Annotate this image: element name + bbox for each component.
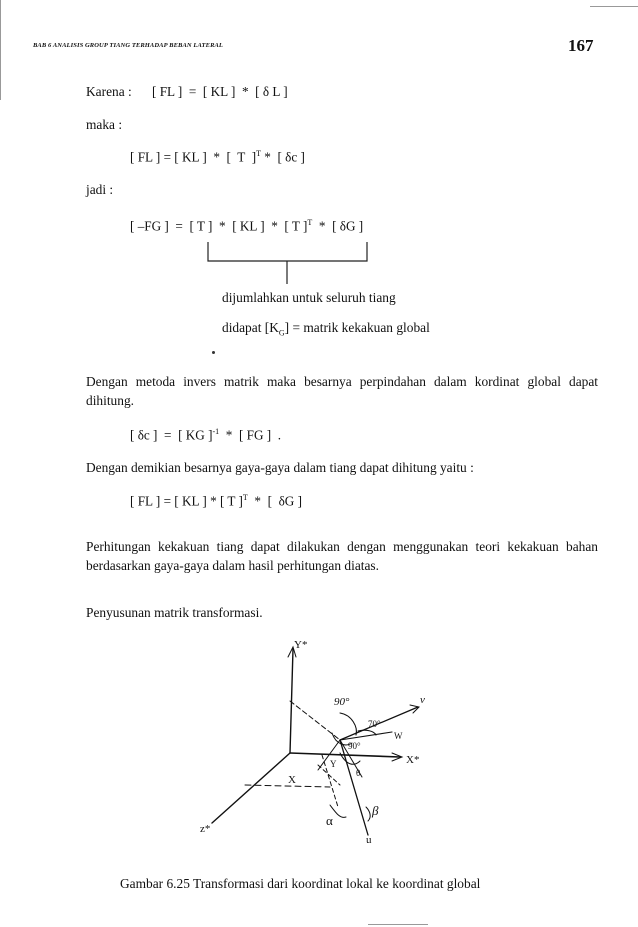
equation-4-inverse: -1 (212, 427, 220, 436)
equation-5-left: [ FL ] = [ KL ] * [ T ] (130, 493, 243, 509)
maka-label: maka : (86, 117, 123, 132)
kg-note-suffix: ] = matrik kekakuan global (284, 320, 430, 335)
beta-label: β (372, 803, 379, 818)
karena-label: Karena : (86, 84, 132, 99)
local-x-label: X (288, 774, 296, 786)
top-right-line (590, 6, 638, 7)
x-axis-label: X* (406, 754, 420, 766)
equation-3-transpose: T (307, 218, 313, 227)
equation-4-right: * [ FG ] . (219, 427, 282, 443)
equation-2-transpose: T (256, 149, 261, 158)
paragraph-2: Dengan demikian besarnya gaya-gaya dalam tiang dapat dihitung yaitu : (86, 460, 474, 475)
local-u-axis (340, 740, 368, 835)
section-title: Penyusunan matrik transformasi. (86, 605, 263, 620)
equation-5-right: * [ δG ] (247, 493, 303, 509)
summation-bracket (200, 240, 375, 285)
equation-2-right: * [ δc ] (261, 149, 305, 165)
equation-4 (130, 428, 281, 442)
paragraph-3: Perhitungan kekakuan tiang dapat dilakukan dengan menggunakan teori kekakuan bahan berdasarkan gaya-gaya dalam hasil perhitungan diatas. (86, 539, 598, 573)
page-number: 167 (568, 36, 594, 55)
equation-3-right: * [ δG ] (312, 218, 364, 234)
equation-5 (130, 494, 302, 508)
sum-note: dijumlahkan untuk seluruh tiang (222, 290, 396, 305)
bottom-edge-line (368, 924, 428, 925)
kg-note (222, 321, 430, 338)
figure-caption: Gambar 6.25 Transformasi dari koordinat lokal ke koordinat global (120, 876, 481, 891)
paragraph-1: Dengan metoda invers matrik maka besarnya perpindahan dalam kordinat global dapat dihitung. (86, 374, 598, 408)
equation-2-left: [ FL ] = [ KL ] * [ T ] (130, 149, 257, 165)
local-y-label: Y (330, 759, 337, 769)
angle-90-top-label: 90° (334, 696, 350, 708)
angle-70-label: 70° (368, 719, 381, 729)
kg-note-prefix: didapat [K (222, 320, 279, 335)
z-axis-line (212, 753, 290, 823)
theta-label: θ (356, 768, 361, 778)
stray-dot (212, 351, 215, 354)
u-label: u (366, 834, 372, 846)
equation-1: [ FL ] = [ KL ] * [ δ L ] (152, 84, 288, 99)
w-label: W (394, 731, 403, 741)
transformation-figure (190, 635, 450, 850)
equation-2 (130, 150, 305, 164)
angle-90-mid-label: 90° (348, 741, 361, 751)
left-margin-line (0, 0, 1, 100)
jadi-label: jadi : (86, 182, 114, 197)
alpha-label: α (326, 813, 333, 828)
v-label: v (420, 694, 425, 706)
kg-note-subscript: G (278, 328, 285, 338)
equation-3 (130, 219, 363, 233)
equation-5-transpose: T (242, 493, 248, 502)
running-header: BAB 6 ANALISIS GROUP TIANG TERHADAP BEBAN LATERAL (33, 42, 224, 49)
z-axis-label: z* (200, 823, 211, 835)
equation-4-left: [ δc ] = [ KG ] (130, 427, 213, 443)
y-axis-label: Y* (294, 639, 308, 651)
equation-3-left: [ –FG ] = [ T ] * [ KL ] * [ T ] (130, 218, 308, 234)
